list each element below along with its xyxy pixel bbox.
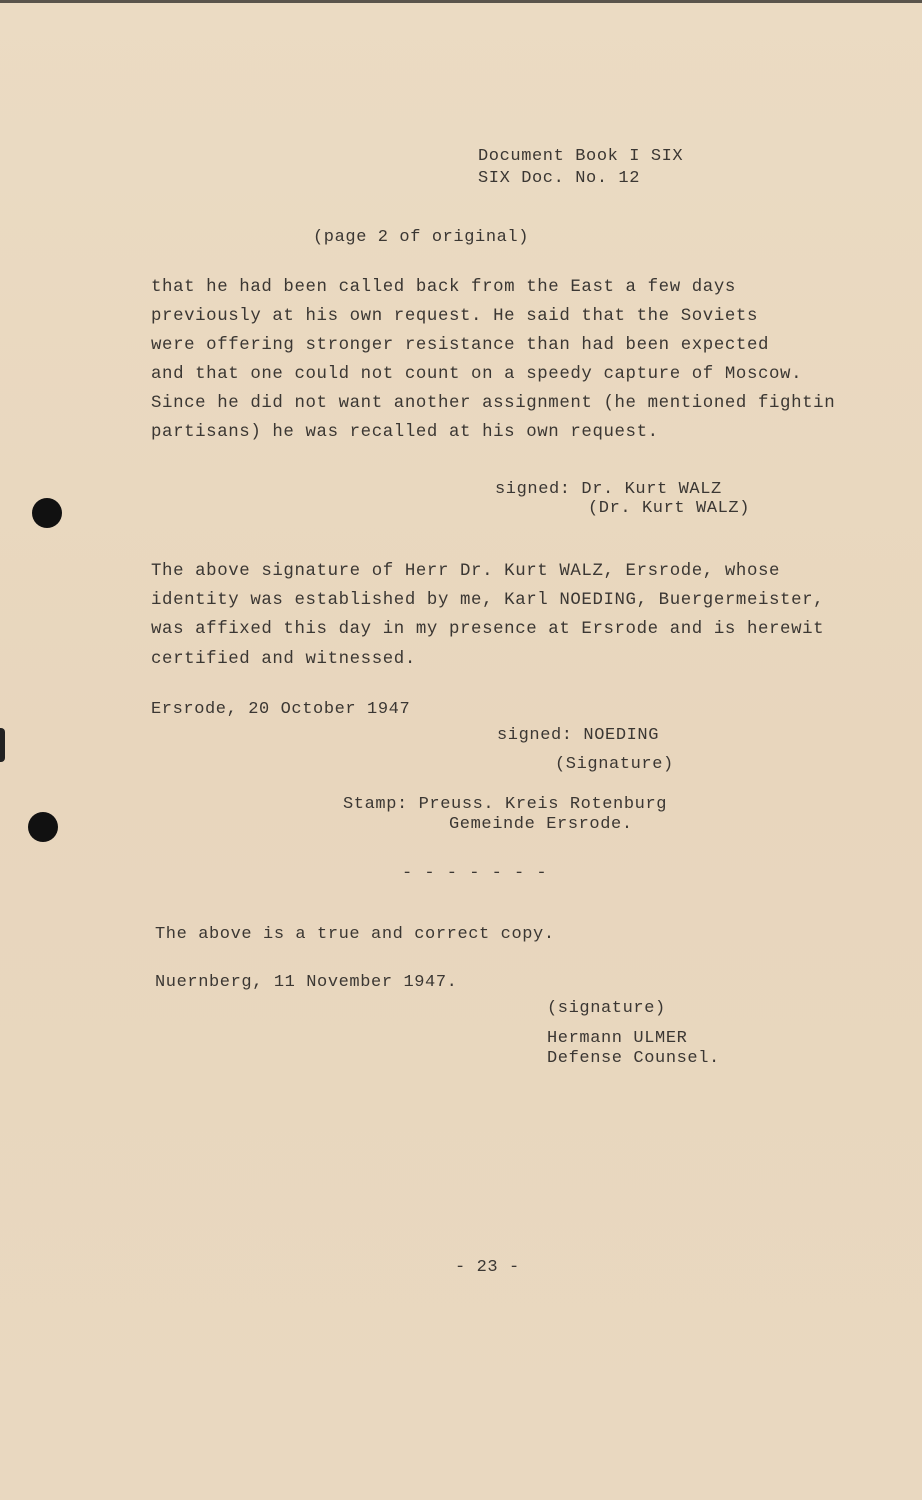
signature-noeding-signed: signed: NOEDING bbox=[497, 726, 660, 745]
place-date-nuernberg: Nuernberg, 11 November 1947. bbox=[155, 973, 458, 992]
place-date-ersrode: Ersrode, 20 October 1947 bbox=[151, 700, 411, 719]
counsel-name: Hermann ULMER bbox=[547, 1029, 688, 1048]
punch-hole-upper bbox=[32, 498, 62, 528]
punch-hole-lower bbox=[28, 812, 58, 842]
paragraph-line: and that one could not count on a speedy capture of Moscow. bbox=[151, 365, 803, 384]
paragraph-line: were offering stronger resistance than had been expected bbox=[151, 336, 770, 355]
paragraph-line: previously at his own request. He said that the Soviets bbox=[151, 307, 758, 326]
header-doc-number: SIX Doc. No. 12 bbox=[478, 169, 641, 188]
counsel-title: Defense Counsel. bbox=[547, 1049, 720, 1068]
paragraph-line: identity was established by me, Karl NOEDING, Buergermeister, bbox=[151, 591, 825, 610]
paragraph-line: was affixed this day in my presence at Ersrode and is herewit bbox=[151, 620, 825, 639]
paragraph-line: The above signature of Herr Dr. Kurt WALZ, Ersrode, whose bbox=[151, 562, 781, 581]
page-top-edge bbox=[0, 0, 922, 3]
paragraph-line: that he had been called back from the East a few days bbox=[151, 278, 736, 297]
stamp-line-1: Stamp: Preuss. Kreis Rotenburg bbox=[343, 795, 668, 814]
page-number: - 23 - bbox=[455, 1258, 520, 1277]
certification-text: The above is a true and correct copy. bbox=[155, 925, 555, 944]
signature-walz-name: (Dr. Kurt WALZ) bbox=[588, 499, 751, 518]
paragraph-line: partisans) he was recalled at his own request. bbox=[151, 423, 659, 442]
signature-walz-signed: signed: Dr. Kurt WALZ bbox=[495, 480, 722, 499]
page-note: (page 2 of original) bbox=[313, 228, 530, 247]
stamp-line-2: Gemeinde Ersrode. bbox=[449, 815, 633, 834]
paragraph-line: Since he did not want another assignment (he mentioned fightin bbox=[151, 394, 836, 413]
paragraph-line: certified and witnessed. bbox=[151, 650, 416, 669]
page-edge-mark bbox=[0, 728, 5, 762]
separator-dashes: - - - - - - - bbox=[402, 864, 548, 883]
signature-noeding-label: (Signature) bbox=[555, 755, 674, 774]
header-document-book: Document Book I SIX bbox=[478, 147, 684, 166]
counsel-signature-label: (signature) bbox=[547, 999, 666, 1018]
